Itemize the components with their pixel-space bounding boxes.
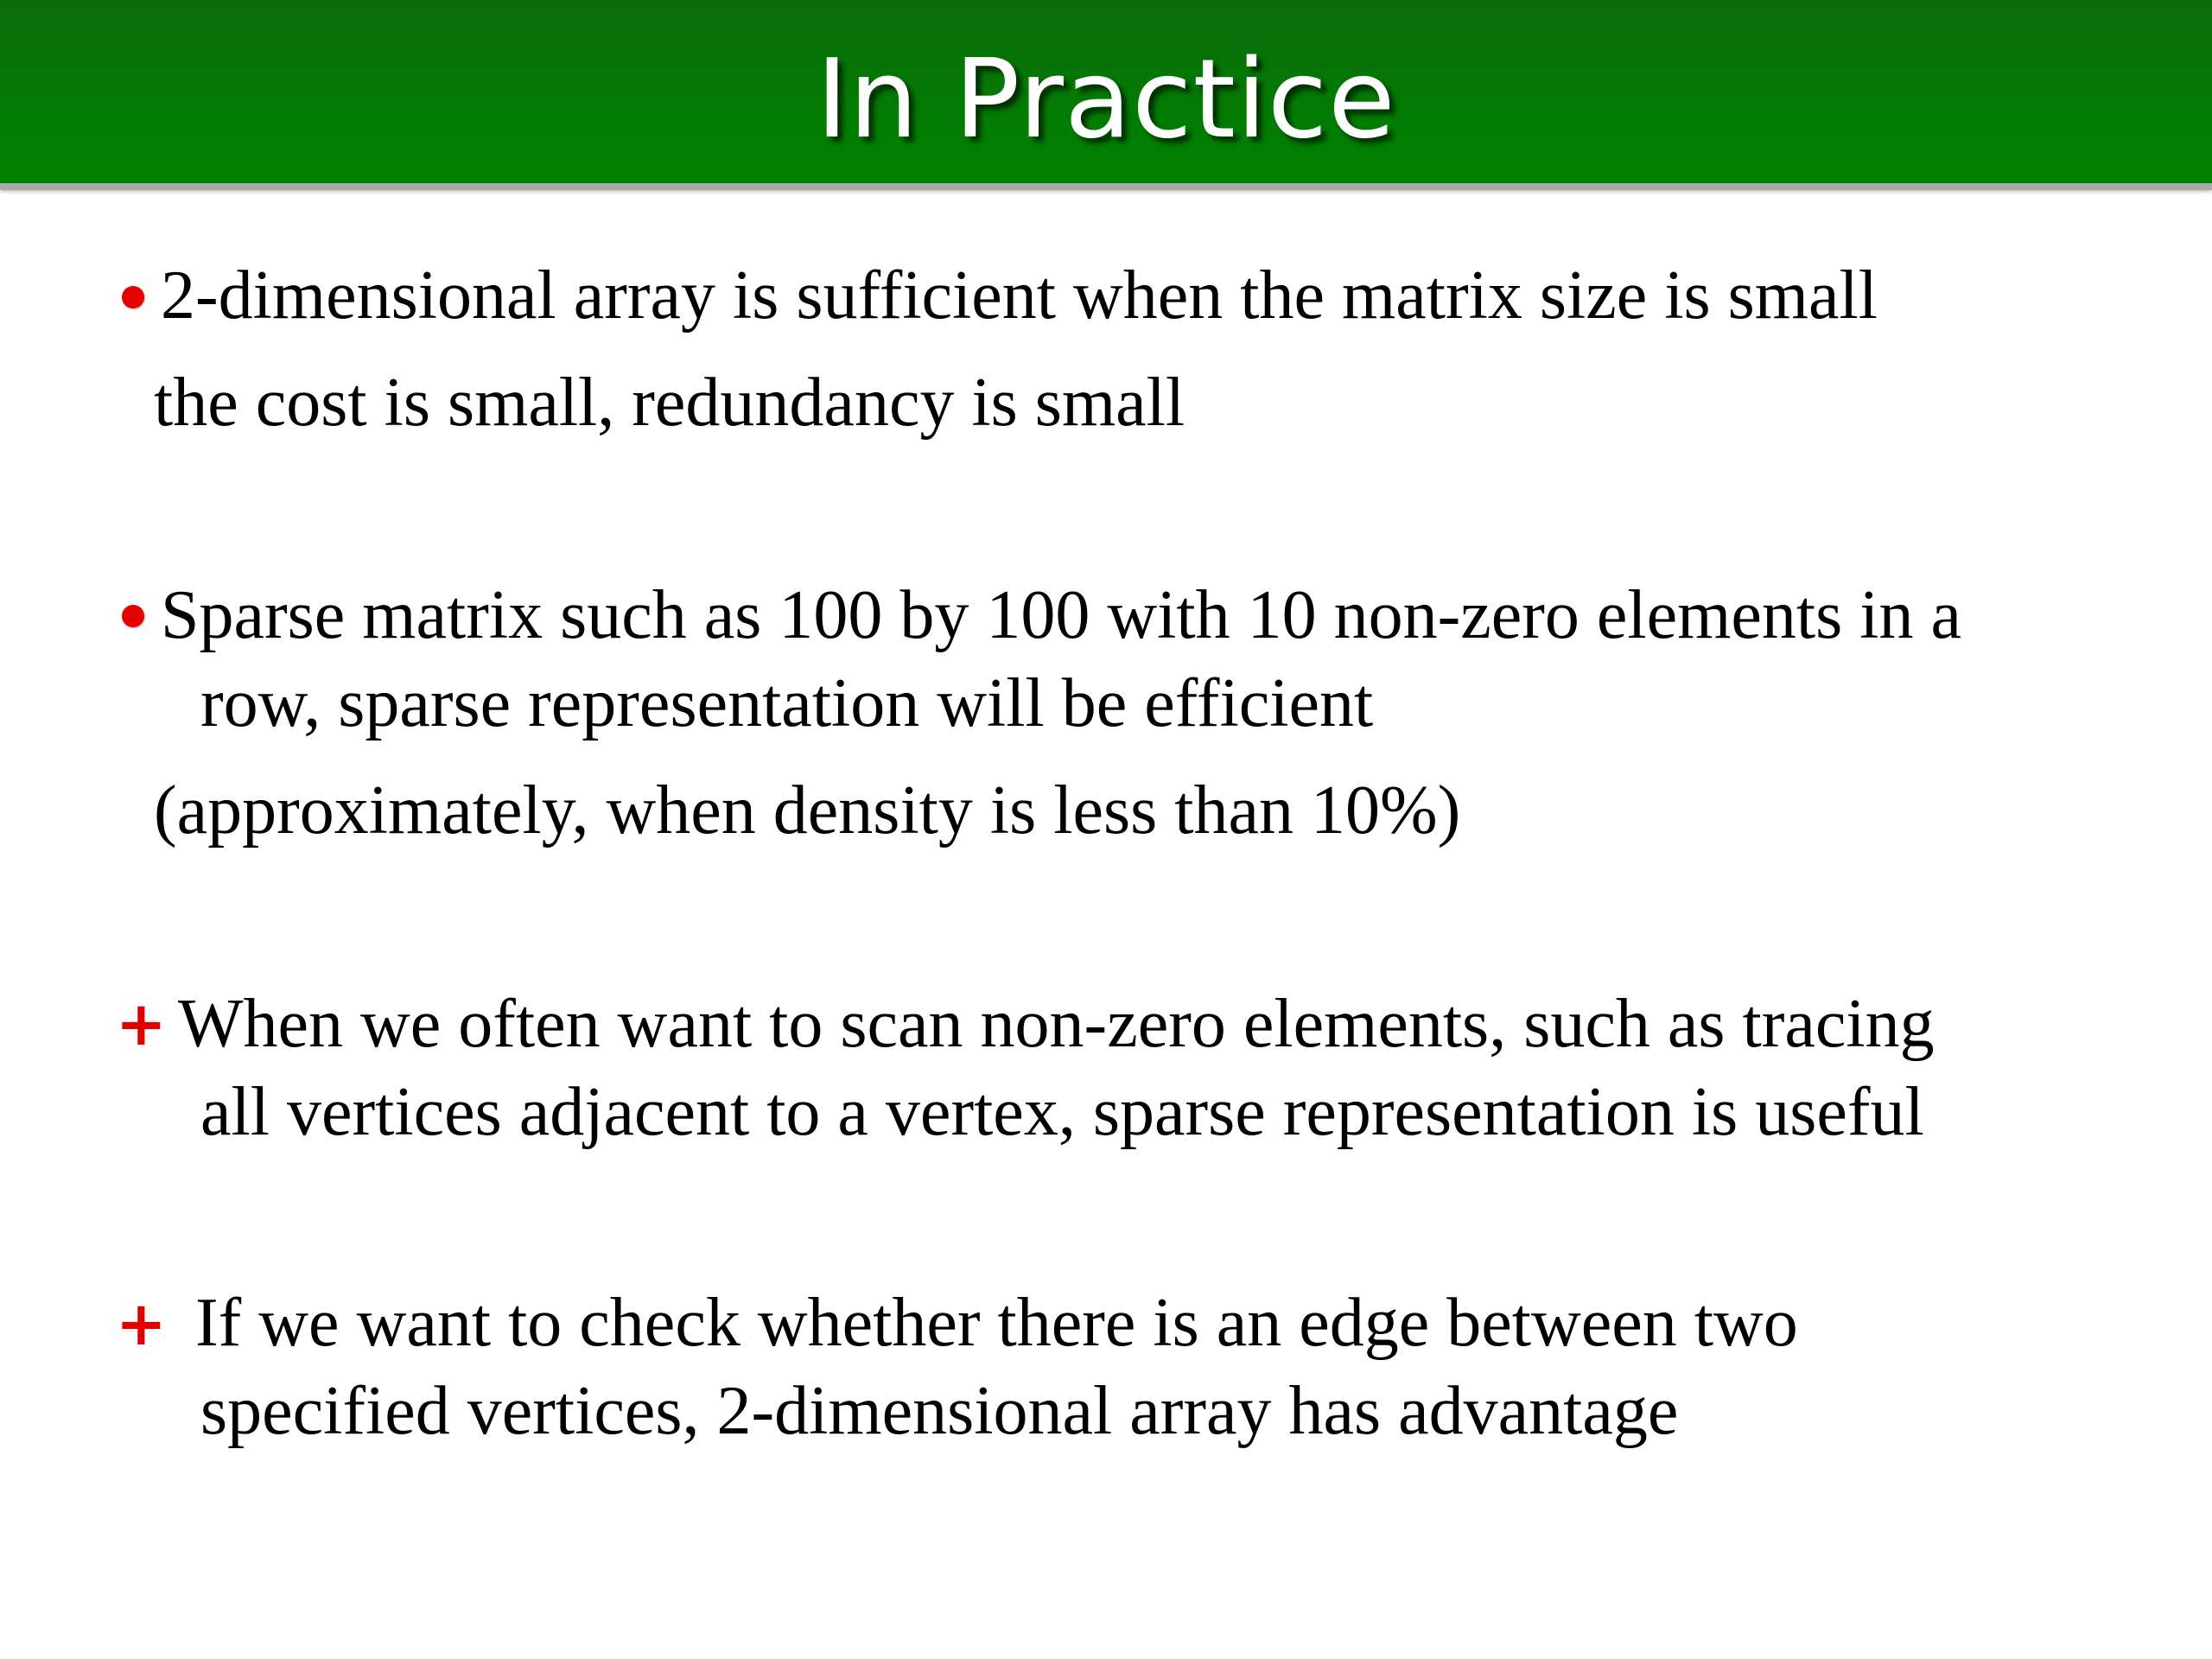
bullet-4-line-1: If we want to check whether there is an edge between two xyxy=(195,1285,1798,1361)
bullet-3-line-2: all vertices adjacent to a vertex, sparse representation is useful xyxy=(200,1074,1924,1150)
bullet-2-line-2: row, sparse representation will be efficient xyxy=(200,665,1374,741)
plus-icon: + xyxy=(116,1288,167,1359)
bullet-1-line-1: 2-dimensional array is sufficient when the matrix size is small xyxy=(161,257,1878,334)
bullet-dot-icon xyxy=(122,605,144,627)
bullet-dot-icon xyxy=(122,286,144,308)
bullet-2-line-1: Sparse matrix such as 100 by 100 with 10 non-zero elements in a xyxy=(161,577,1961,653)
slide-title: In Practice xyxy=(816,35,1396,162)
bullet-2-subline: (approximately, when density is less than 10%) xyxy=(154,772,1461,849)
title-bar xyxy=(0,0,2212,190)
bullet-4-line-2: specified vertices, 2-dimensional array has advantage xyxy=(200,1373,1679,1449)
bullet-1-subline: the cost is small, redundancy is small xyxy=(154,365,1185,441)
bullet-3-line-1: When we often want to scan non-zero elements, such as tracing xyxy=(178,986,1935,1062)
plus-icon: + xyxy=(116,988,167,1059)
